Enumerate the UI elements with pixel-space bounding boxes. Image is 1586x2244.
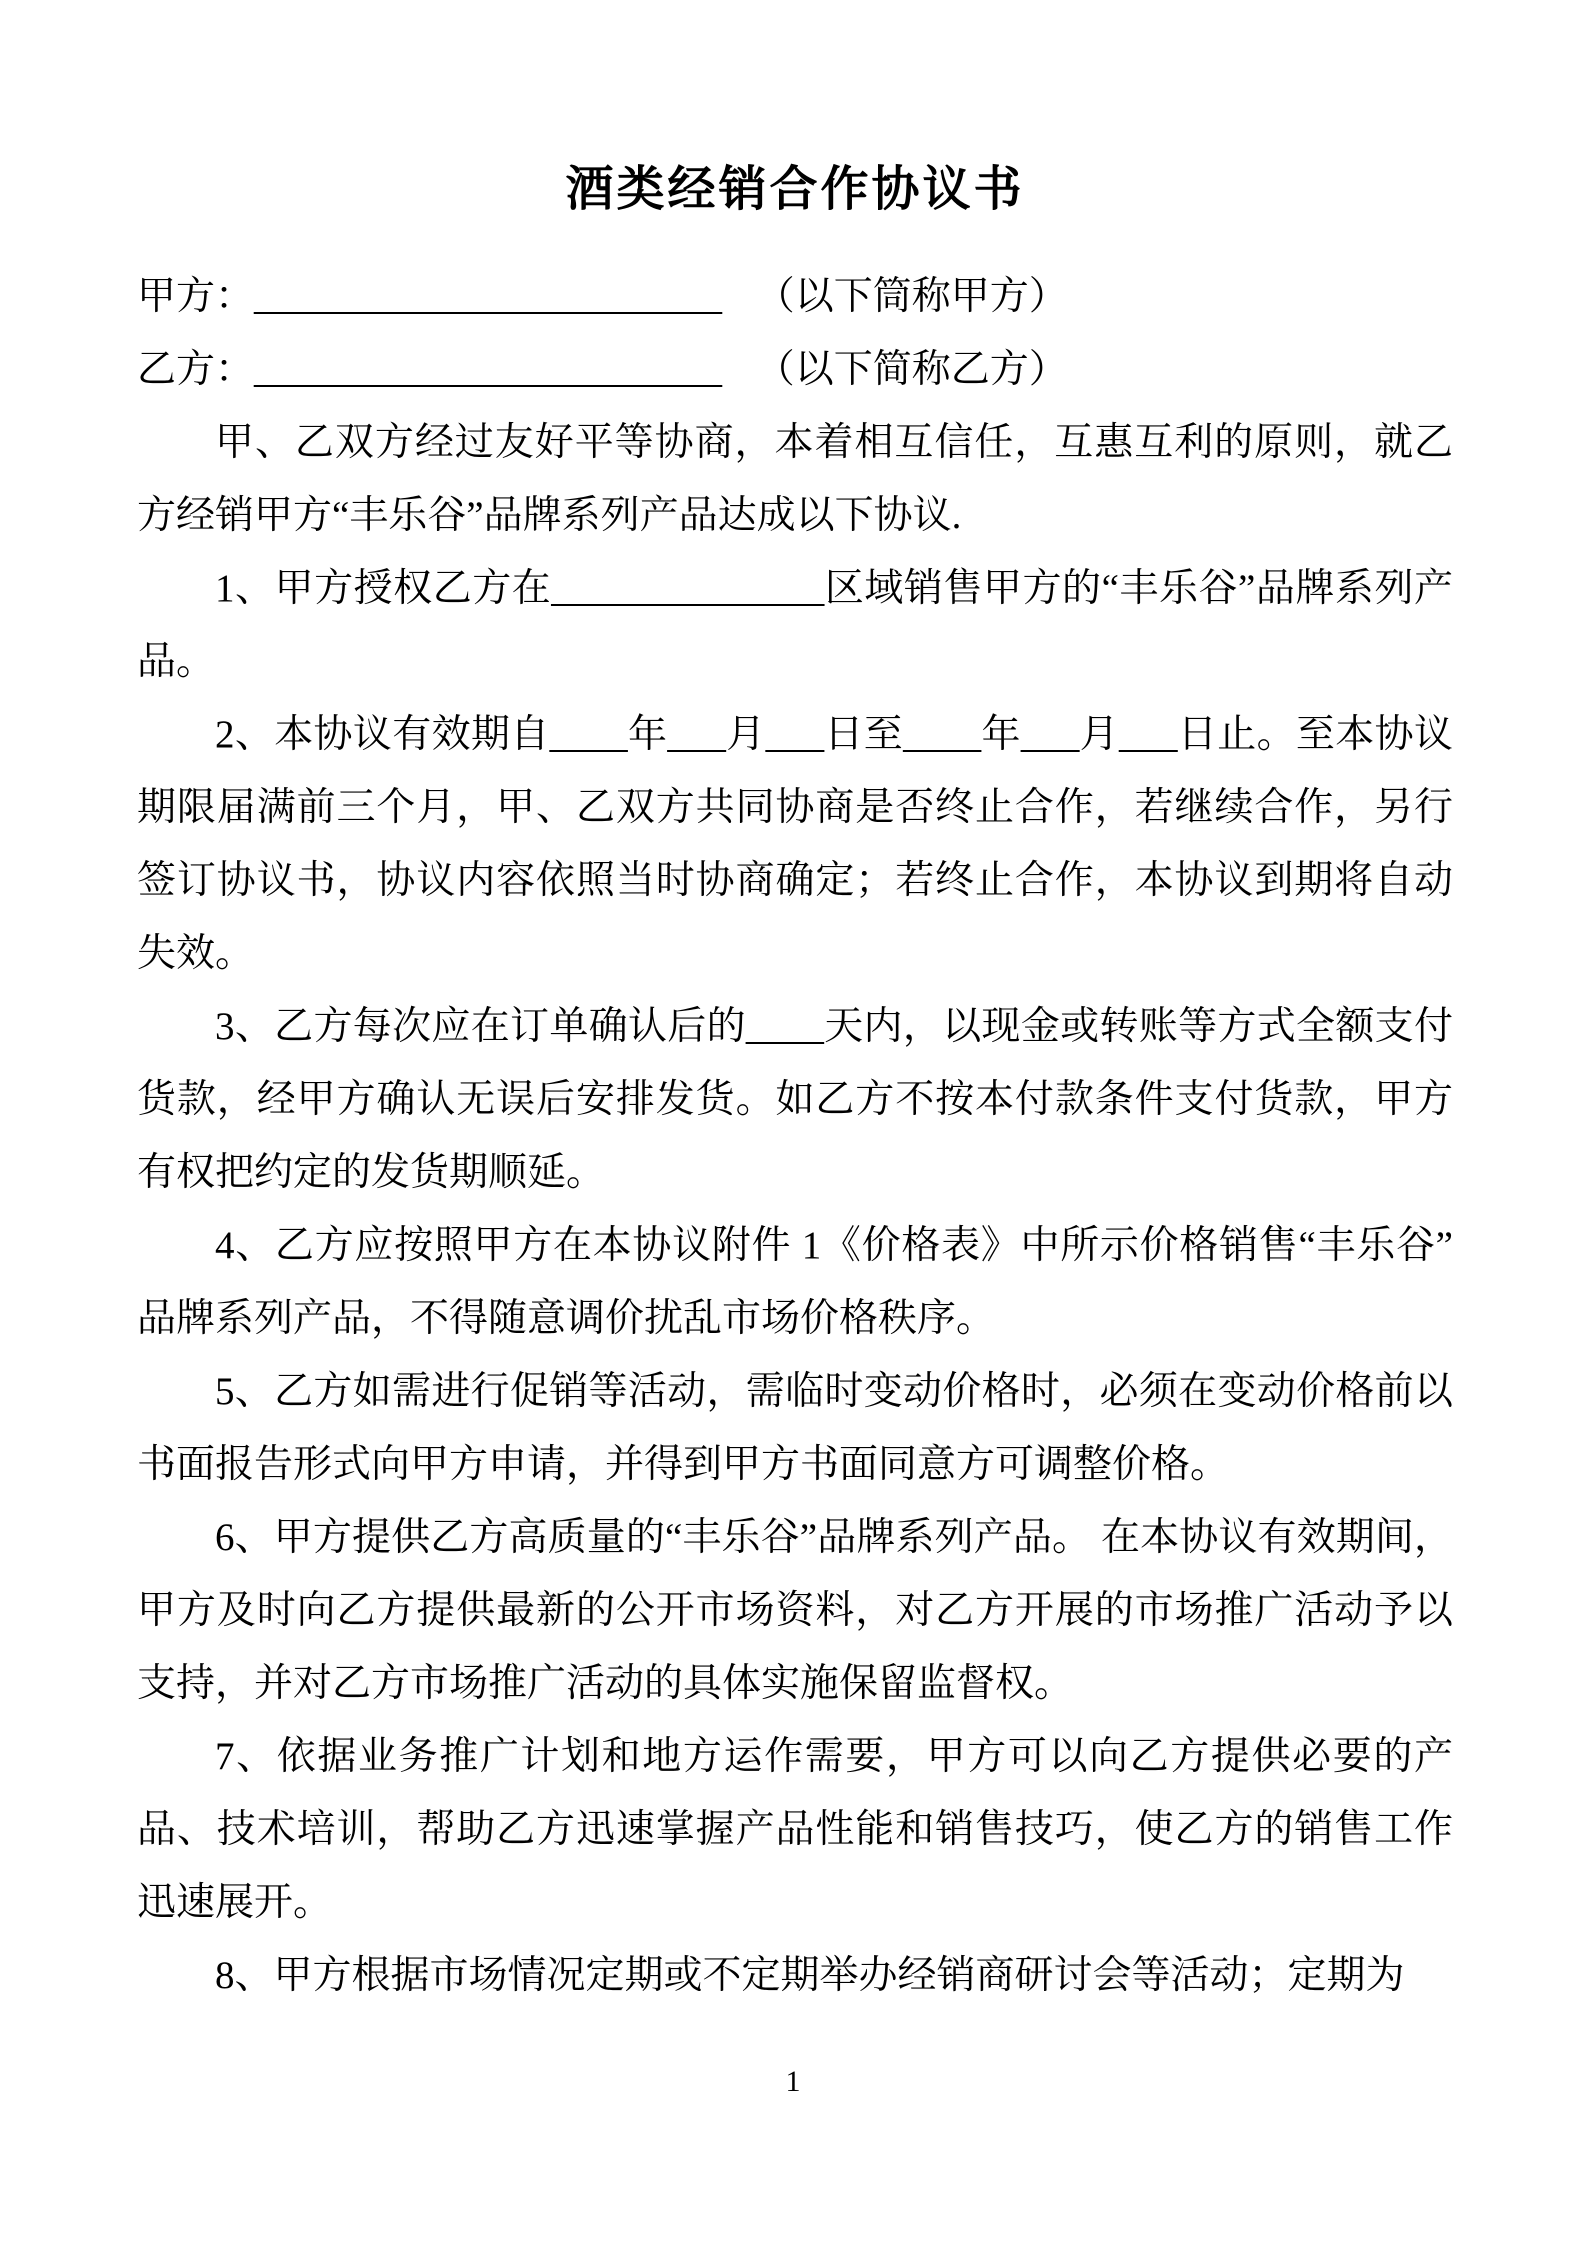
contract-paragraph: 4、乙方应按照甲方在本协议附件 1《价格表》中所示价格销售“丰乐谷”品牌系列产品，不得随意调价扰乱市场价格秩序。: [137, 1224, 1453, 1340]
contract-paragraph: 8、甲方根据市场情况定期或不定期举办经销商研讨会等活动；定期为: [215, 1954, 1405, 1997]
page-number: 1: [785, 2065, 801, 2098]
contract-paragraph: 5、乙方如需进行促销等活动，需临时变动价格时，必须在变动价格前以书面报告形式向甲方申请，并得到甲方书面同意方可调整价格。: [137, 1370, 1453, 1486]
party-b-line: [137, 333, 1453, 406]
party-b-label: 乙方：: [137, 348, 255, 391]
contract-paragraph: 1、甲方授权乙方在______________区域销售甲方的“丰乐谷”品牌系列产品。: [137, 567, 1453, 683]
document-title: 酒类经销合作协议书: [565, 163, 1025, 216]
contract-paragraph: 甲、乙双方经过友好平等协商，本着相互信任，互惠互利的原则，就乙方经销甲方“丰乐谷”品牌系列产品达成以下协议.: [137, 421, 1453, 537]
party-a-line: [137, 260, 1453, 333]
contract-paragraph: 6、甲方提供乙方高质量的“丰乐谷”品牌系列产品。 在本协议有效期间，甲方及时向乙方提供最新的公开市场资料，对乙方开展的市场推广活动予以支持，并对乙方市场推广活动的具体实施保留监督权。: [137, 1516, 1453, 1705]
party-b-suffix: （以下简称乙方）: [755, 348, 1068, 391]
contract-paragraph: 3、乙方每次应在订单确认后的____天内，以现金或转账等方式全额支付货款，经甲方确认无误后安排发货。如乙方不按本付款条件支付货款，甲方有权把约定的发货期顺延。: [137, 1005, 1453, 1194]
party-a-blank-field[interactable]: ________________________: [254, 275, 723, 318]
party-b-blank-field[interactable]: ________________________: [254, 348, 723, 391]
contract-paragraph: 7、依据业务推广计划和地方运作需要，甲方可以向乙方提供必要的产品、技术培训，帮助乙方迅速掌握产品性能和销售技巧，使乙方的销售工作迅速展开。: [137, 1735, 1453, 1924]
party-a-suffix: （以下筒称甲方）: [755, 275, 1068, 318]
party-a-label: 甲方：: [137, 275, 255, 318]
contract-body: [137, 406, 1453, 2012]
contract-paragraph: 2、本协议有效期自____年___月___日至____年___月___日止。至本协议期限届满前三个月，甲、乙双方共同协商是否终止合作，若继续合作，另行签订协议书，协议内容依照当时协商确定；若终止合作，本协议到期将自动失效。: [137, 713, 1453, 975]
